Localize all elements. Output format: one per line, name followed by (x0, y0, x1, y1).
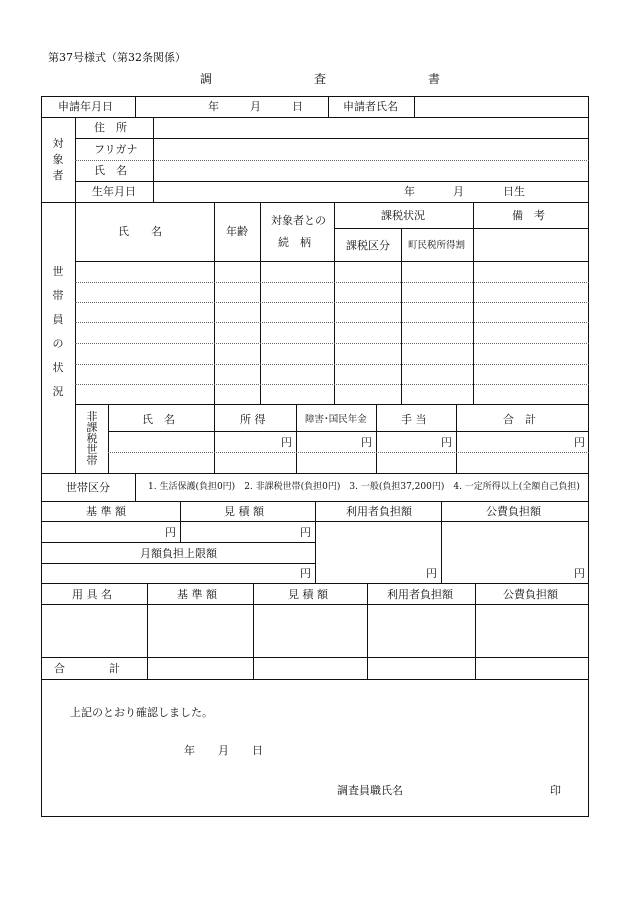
label-char: 況 (52, 385, 64, 398)
label-char: 非 (86, 410, 98, 423)
name-field[interactable] (154, 161, 588, 181)
equipment-public-burden-header: 公費負担額 (503, 588, 558, 601)
non-tax-income-header: 所 得 (240, 413, 266, 426)
user-burden-header: 利用者負担額 (346, 505, 412, 518)
label-char: 員 (52, 313, 64, 326)
table-rule (41, 202, 589, 203)
label-char: の (52, 337, 64, 350)
table-rule (334, 228, 589, 229)
table-rule (41, 542, 315, 543)
tax-status-header: 課税状況 (381, 209, 425, 222)
subject-section-label (48, 138, 68, 181)
birth-date-label: 生年月日 (92, 185, 136, 198)
relation-header: 対象者との (271, 214, 326, 227)
age-header: 年齢 (226, 225, 248, 238)
dotted-rule (108, 452, 589, 453)
label-char: 帯 (86, 454, 98, 467)
address-field[interactable] (154, 118, 588, 138)
title-char: 書 (427, 72, 440, 86)
table-rule (296, 404, 297, 473)
yen-unit: 円 (574, 436, 585, 449)
table-rule (41, 563, 315, 564)
year-label: 年 (208, 100, 219, 113)
non-tax-household-label (84, 411, 100, 466)
household-class-options[interactable]: 1. 生活保護(負担0円) 2. 非課税世帯(負担0円) 3. 一般(負担37,200円) 4. 一定所得以上(全額自己負担) (148, 482, 580, 492)
table-rule (441, 501, 442, 583)
title-char: 査 (313, 72, 326, 86)
table-rule (180, 501, 181, 542)
label-char: 対 (52, 137, 64, 150)
remarks-header: 備 考 (512, 209, 545, 222)
applicant-name-label: 申請者氏名 (343, 100, 398, 113)
birth-day-label: 日生 (503, 185, 525, 198)
table-rule (41, 657, 589, 658)
title-char: 調 (200, 72, 213, 86)
table-rule (75, 404, 589, 405)
label-char: 税 (86, 432, 98, 445)
household-class-label: 世帯区分 (66, 481, 110, 494)
yen-unit: 円 (281, 436, 292, 449)
table-rule (214, 404, 215, 473)
document-title (200, 70, 440, 87)
base-amount-header: 基 準 額 (86, 505, 126, 518)
household-section-label (48, 266, 68, 397)
table-rule (328, 96, 329, 117)
allowance-header: 手 当 (401, 413, 427, 426)
table-rule (41, 473, 589, 474)
yen-unit: 円 (300, 526, 311, 539)
equipment-name-header: 用 具 名 (72, 588, 112, 601)
equipment-base-header: 基 準 額 (177, 588, 217, 601)
day-label: 日 (292, 100, 303, 113)
table-rule (315, 501, 316, 583)
label-char: 状 (52, 361, 64, 374)
confirm-year-label: 年 (184, 744, 195, 757)
estimate-amount-header: 見 積 額 (224, 505, 264, 518)
equipment-user-burden-header: 利用者負担額 (387, 588, 453, 601)
tax-class-header: 課税区分 (346, 239, 390, 252)
table-rule (41, 679, 589, 680)
table-rule (108, 404, 109, 473)
label-char: 課 (86, 421, 98, 434)
applicant-name-field[interactable] (415, 97, 588, 117)
yen-unit: 円 (441, 436, 452, 449)
seal-mark: 印 (550, 784, 561, 797)
yen-unit: 円 (361, 436, 372, 449)
table-rule (456, 404, 457, 473)
total-label: 合 計 (54, 662, 120, 675)
tax-income-header: 町民税所得割 (408, 240, 466, 251)
table-rule (135, 473, 136, 501)
non-tax-name-header: 氏 名 (142, 413, 175, 426)
label-char: 世 (86, 443, 98, 456)
confirmation-text: 上記のとおり確認しました。 (70, 706, 213, 719)
label-char: 象 (52, 153, 64, 166)
yen-unit: 円 (165, 526, 176, 539)
form-number: 第37号様式（第32条関係） (48, 51, 186, 64)
confirm-day-label: 日 (252, 744, 263, 757)
table-rule (108, 431, 589, 432)
relation-header-sub: 続 柄 (278, 236, 311, 249)
table-rule (376, 404, 377, 473)
birth-month-label: 月 (453, 185, 464, 198)
application-date-label: 申請年月日 (58, 100, 113, 113)
table-rule (41, 583, 589, 584)
household-name-header: 氏 名 (118, 225, 162, 238)
household-member-rows[interactable] (76, 262, 588, 404)
birth-year-label: 年 (404, 185, 415, 198)
label-char: 者 (52, 169, 64, 182)
non-tax-total-header: 合 計 (503, 413, 536, 426)
yen-unit: 円 (426, 567, 437, 580)
name-label: 氏 名 (94, 164, 127, 177)
public-burden-header: 公費負担額 (486, 505, 541, 518)
equipment-estimate-header: 見 積 額 (288, 588, 328, 601)
furigana-label: フリガナ (94, 143, 138, 156)
investigator-name-label: 調査員職氏名 (337, 784, 403, 797)
label-char: 世 (52, 265, 64, 278)
equipment-entry-area[interactable] (42, 605, 588, 657)
table-rule (75, 181, 589, 182)
table-rule (135, 96, 136, 117)
yen-unit: 円 (574, 567, 585, 580)
address-label: 住 所 (94, 121, 127, 134)
furigana-field[interactable] (154, 139, 588, 159)
yen-unit: 円 (300, 567, 311, 580)
pension-header: 障害･国民年金 (305, 414, 367, 425)
confirm-month-label: 月 (218, 744, 229, 757)
month-label: 月 (250, 100, 261, 113)
monthly-limit-label: 月額負担上限額 (140, 547, 217, 560)
label-char: 帯 (52, 289, 64, 302)
